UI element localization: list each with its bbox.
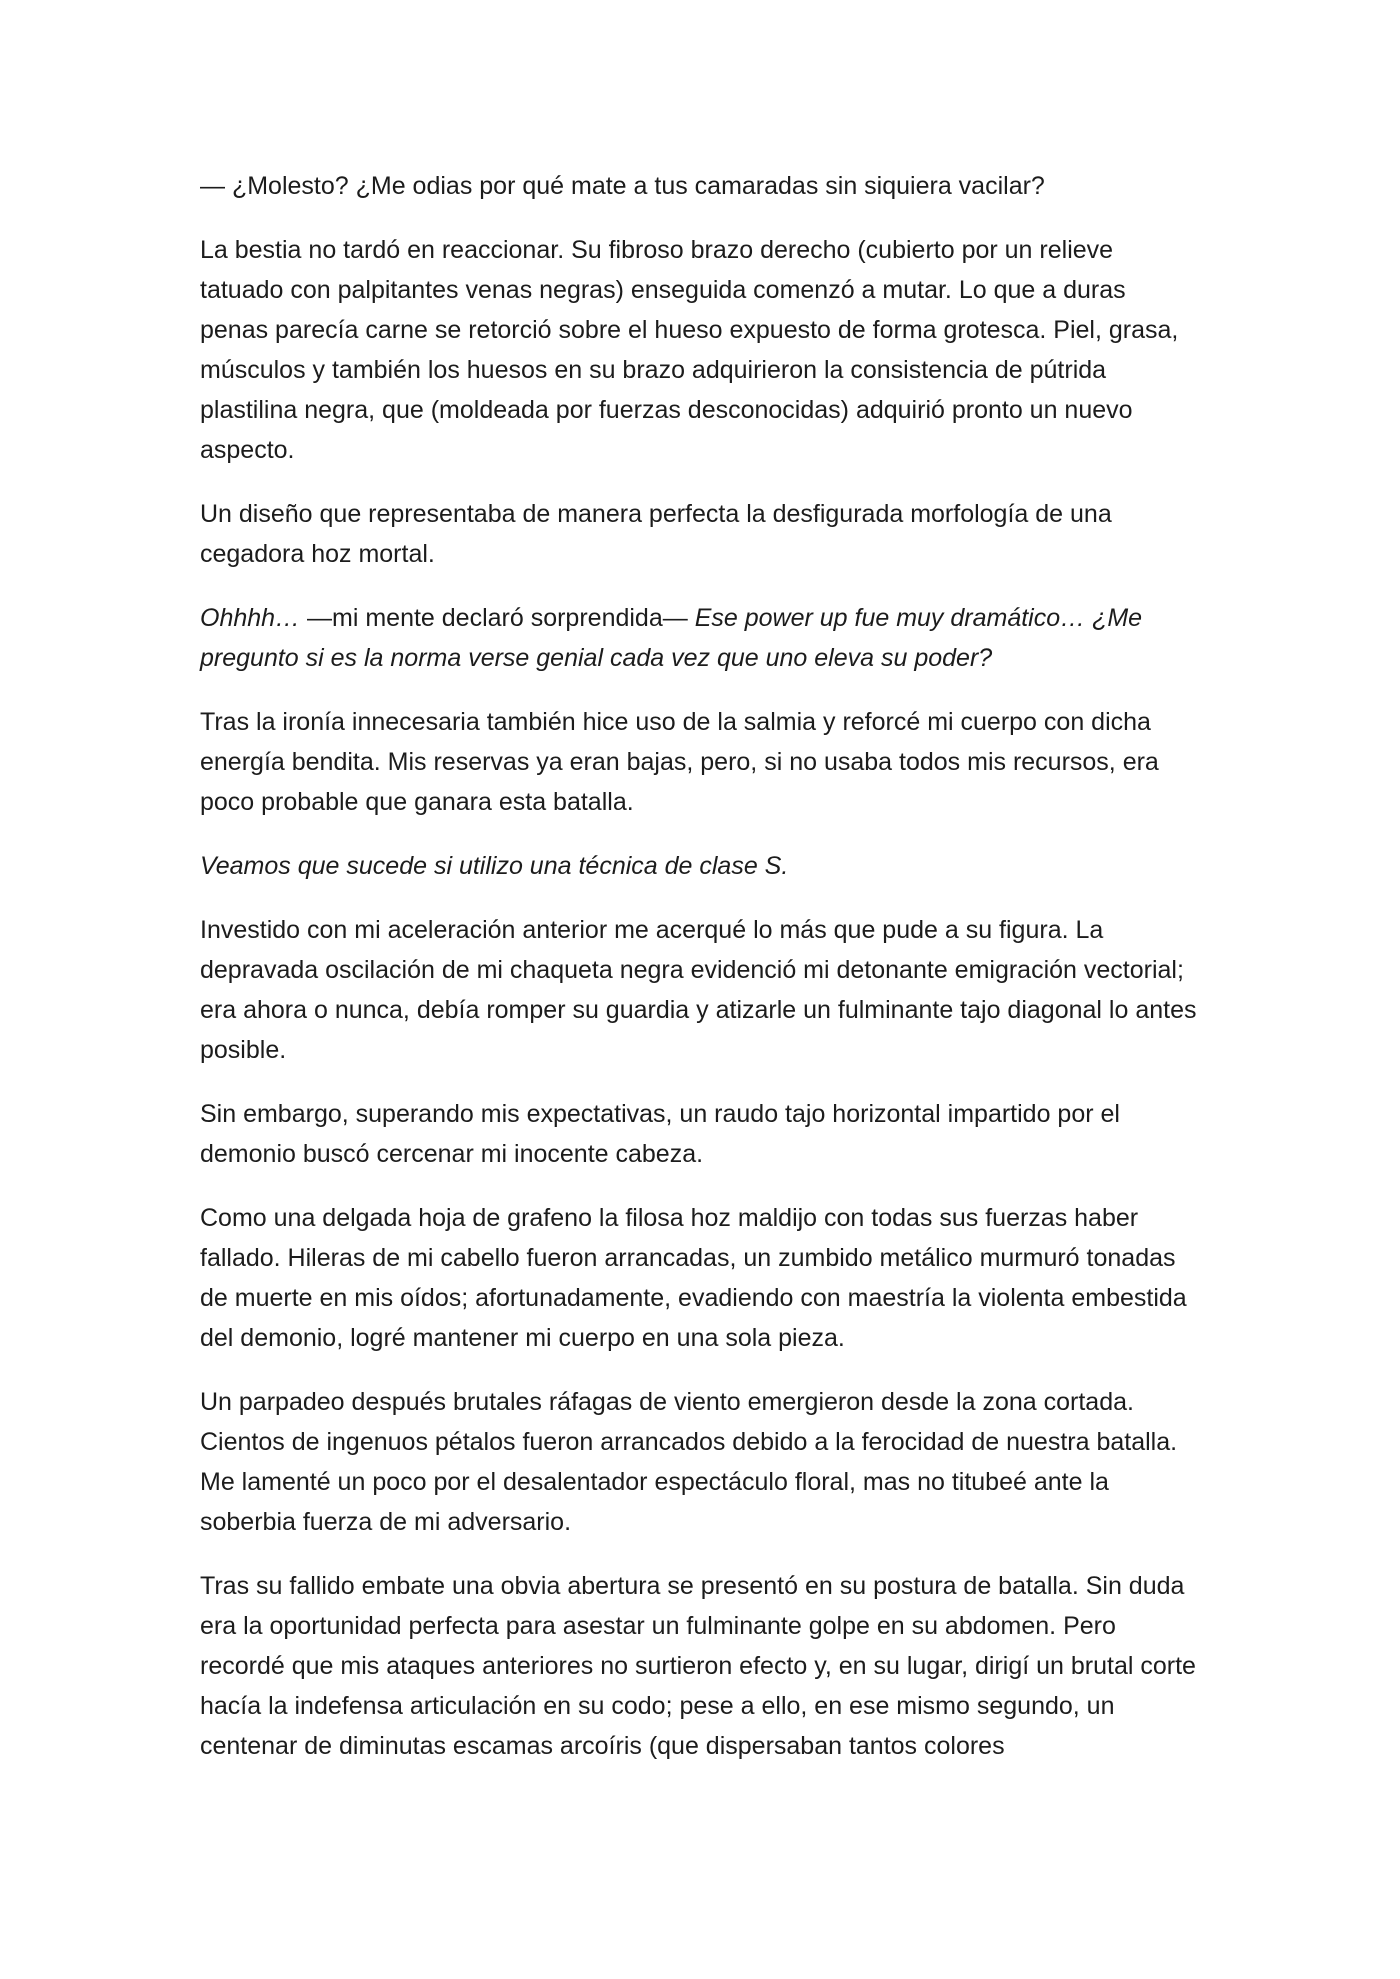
technique-thought-text: Veamos que sucede si utilizo una técnica de clase S. [200,852,789,880]
paragraph-inner-thought [200,598,1200,678]
paragraph-dialogue: — ¿Molesto? ¿Me odias por qué mate a tus camaradas sin siquiera vacilar? [200,172,1045,200]
paragraph-wind-gusts: Un parpadeo después brutales ráfagas de viento emergieron desde la zona cortada. Cientos de ingenuos pétalos fueron arrancados debido a la ferocidad de nuestra batalla. Me lamenté un poco por el desalentador espectáculo floral, mas no titubeé ante la soberbia fuerza de mi adversario. [200,1388,1178,1536]
paragraph-counter-slash: Sin embargo, superando mis expectativas, un raudo tajo horizontal impartido por el demonio buscó cercenar mi inocente cabeza. [200,1100,1120,1168]
inner-thought-exclamation: Ohhhh… [200,604,301,632]
narration-aside: —mi mente declaró sorprendida— [300,604,695,632]
paragraph-scythe-design: Un diseño que representaba de manera perfecta la desfigurada morfología de una cegadora hoz mortal. [200,500,1112,568]
document-body [200,166,1200,1790]
paragraph-beast-mutation: La bestia no tardó en reaccionar. Su fibroso brazo derecho (cubierto por un relieve tatuado con palpitantes venas negras) enseguida comenzó a mutar. Lo que a duras penas parecía carne se retorció sobre el hueso expuesto de forma grotesca. Piel, grasa, músculos y también los huesos en su brazo adquirieron la consistencia de pútrida plastilina negra, que (moldeada por fuerzas desconocidas) adquirió pronto un nuevo aspecto. [200,236,1179,464]
paragraph-approach: Investido con mi aceleración anterior me acerqué lo más que pude a su figura. La depravada oscilación de mi chaqueta negra evidenció mi detonante emigración vectorial; era ahora o nunca, debía romper su guardia y atizarle un fulminante tajo diagonal lo antes posible. [200,916,1197,1064]
paragraph-opening-attack: Tras su fallido embate una obvia abertura se presentó en su postura de batalla. Sin duda era la oportunidad perfecta para asestar un fulminante golpe en su abdomen. Pero recordé que mis ataques anteriores no surtieron efecto y, en su lugar, dirigí un brutal corte hacía la indefensa articulación en su codo; pese a ello, en ese mismo segundo, un centenar de diminutas escamas arcoíris (que dispersaban tantos colores [200,1572,1196,1760]
paragraph-evasion: Como una delgada hoja de grafeno la filosa hoz maldijo con todas sus fuerzas haber fallado. Hileras de mi cabello fueron arrancadas, un zumbido metálico murmuró tonadas de muerte en mis oídos; afortunadamente, evadiendo con maestría la violenta embestida del demonio, logré mantener mi cuerpo en una sola pieza. [200,1204,1187,1352]
paragraph-technique-thought [200,846,1200,886]
inner-thought-question: Ese power up fue muy dramático… ¿Me pregunto si es la norma verse genial cada vez que uno eleva su poder? [200,604,1143,672]
paragraph-salmia: Tras la ironía innecesaria también hice uso de la salmia y reforcé mi cuerpo con dicha energía bendita. Mis reservas ya eran bajas, pero, si no usaba todos mis recursos, era poco probable que ganara esta batalla. [200,708,1159,816]
